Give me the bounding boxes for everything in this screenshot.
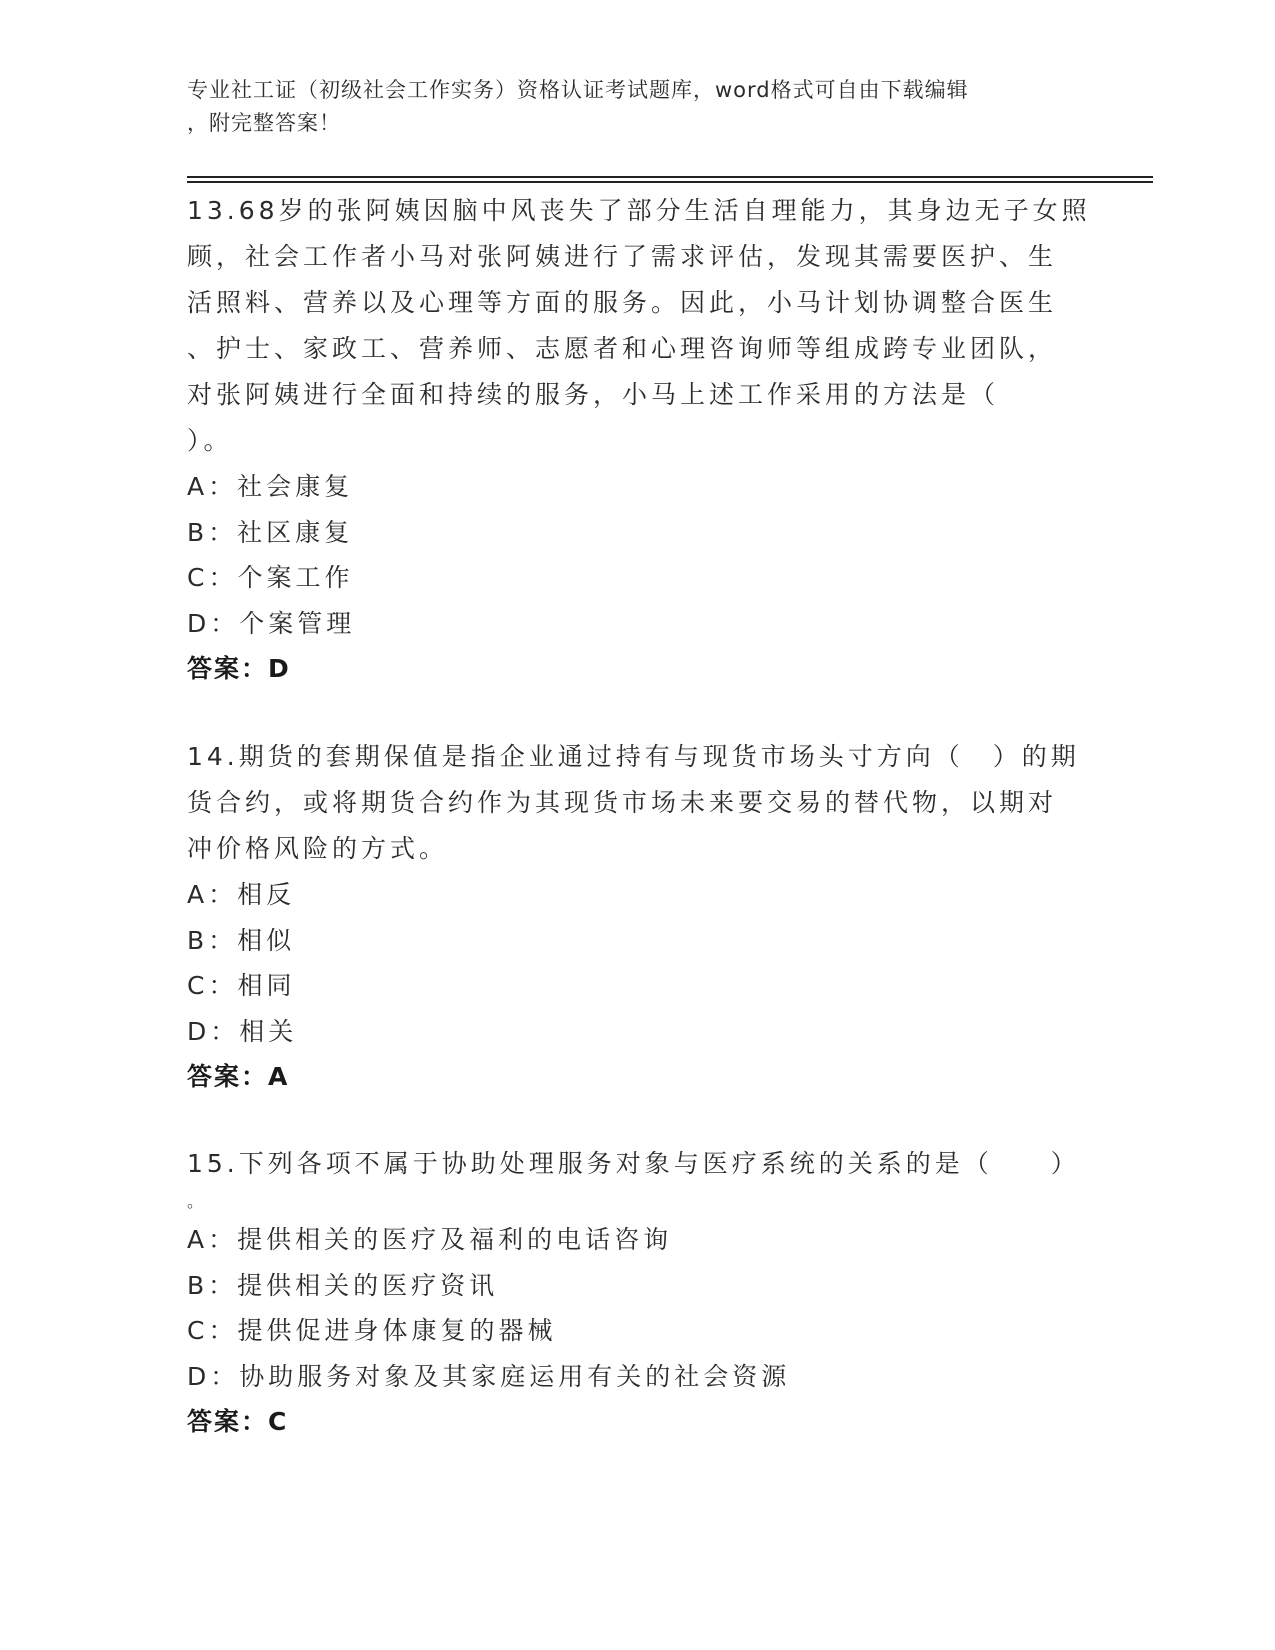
question-14-option-c: C：相同: [187, 971, 296, 1000]
question-15-line-2: 。: [187, 1192, 208, 1211]
question-13-line-6: ）。: [187, 426, 233, 455]
question-14-option-d: D：相关: [187, 1016, 298, 1046]
question-15-option-d: D：协助服务对象及其家庭运用有关的社会资源: [187, 1361, 791, 1391]
question-13-option-c: C：个案工作: [187, 563, 354, 592]
header-divider-bottom: [187, 181, 1153, 183]
question-15-option-c: C：提供促进身体康复的器械: [187, 1316, 557, 1345]
question-15-option-b: B：提供相关的医疗资讯: [187, 1270, 499, 1300]
header-line-2: ，附完整答案！: [187, 111, 341, 135]
question-13-line-4: 、护士、家政工、营养师、志愿者和心理咨询师等组成跨专业团队，: [187, 334, 1058, 363]
question-13-line-5: 对张阿姨进行全面和持续的服务，小马上述工作采用的方法是（: [187, 380, 1000, 409]
question-15-option-a: A：提供相关的医疗及福利的电话咨询: [187, 1225, 673, 1254]
question-13-option-b: B：社区康复: [187, 517, 354, 547]
question-14-option-b: B：相似: [187, 925, 296, 955]
question-15-answer: 答案：C: [187, 1407, 289, 1436]
question-13-answer: 答案：D: [187, 654, 291, 683]
question-14-answer: 答案：A: [187, 1062, 290, 1091]
question-13: [187, 188, 1091, 692]
question-15: [187, 1141, 1087, 1445]
question-13-line-1: 13.68岁的张阿姨因脑中风丧失了部分生活自理能力，其身边无子女照: [187, 196, 1091, 225]
header-divider-top: [187, 176, 1153, 178]
question-13-line-2: 顾，社会工作者小马对张阿姨进行了需求评估，发现其需要医护、生: [187, 242, 1058, 271]
question-14-line-2: 货合约，或将期货合约作为其现货市场未来要交易的替代物，以期对: [187, 788, 1058, 817]
question-13-option-d: D：个案管理: [187, 608, 356, 638]
question-14-option-a: A：相反: [187, 880, 296, 909]
question-14: [187, 734, 1087, 1100]
question-13-line-3: 活照料、营养以及心理等方面的服务。因此，小马计划协调整合医生: [187, 288, 1058, 317]
question-13-option-a: A：社会康复: [187, 472, 354, 501]
header-line-1: 专业社工证（初级社会工作实务）资格认证考试题库，word格式可自由下载编辑: [187, 78, 969, 102]
question-14-line-3: 冲价格风险的方式。: [187, 834, 449, 863]
question-14-line-1: 14.期货的套期保值是指企业通过持有与现货市场头寸方向（ ）的期: [187, 742, 1080, 771]
question-15-line-1: 15.下列各项不属于协助处理服务对象与医疗系统的关系的是（ ）: [187, 1149, 1080, 1178]
document-header: [187, 74, 1067, 140]
